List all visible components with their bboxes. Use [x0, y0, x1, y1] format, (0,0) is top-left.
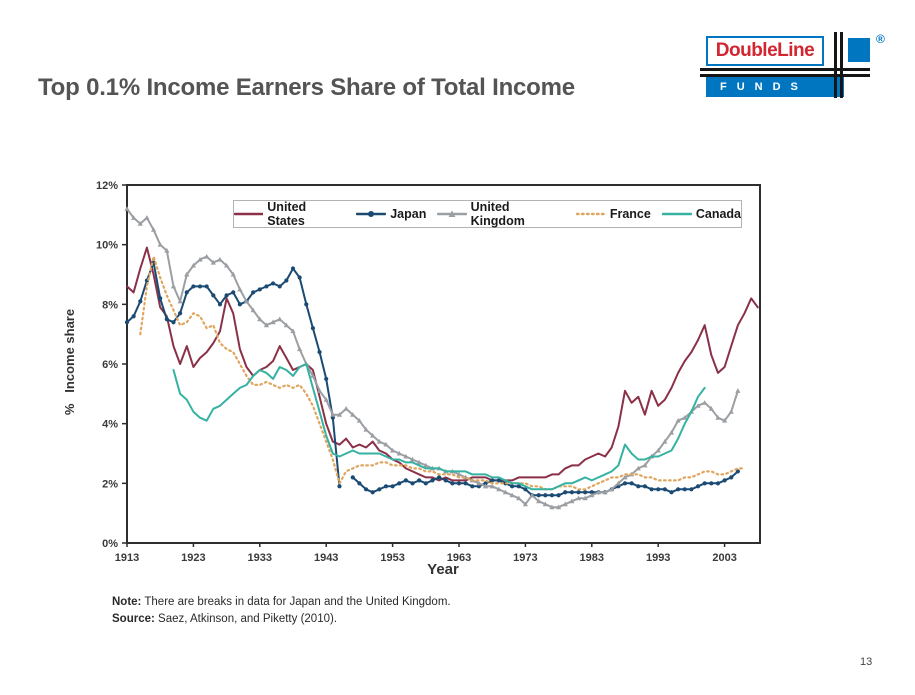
marker-japan [450, 481, 454, 485]
marker-japan [457, 481, 461, 485]
logo-vertical-line-2 [840, 32, 843, 98]
legend-item-japan [356, 207, 426, 221]
marker-japan [643, 484, 647, 488]
marker-japan [291, 266, 295, 270]
marker-japan [729, 475, 733, 479]
logo-brand-text: DoubleLine [715, 40, 815, 61]
marker-japan [278, 284, 282, 288]
marker-japan [424, 481, 428, 485]
legend-swatch-japan [356, 208, 386, 220]
marker-japan [397, 481, 401, 485]
chart-footnotes [112, 594, 451, 627]
note-line [112, 594, 451, 611]
doubleline-logo [700, 24, 900, 102]
marker-japan [138, 299, 142, 303]
x-tick-label: 1963 [446, 552, 472, 564]
y-tick-label: 4% [102, 418, 118, 431]
marker-japan [444, 478, 448, 482]
marker-japan [543, 493, 547, 497]
y-tick-label: 0% [102, 538, 118, 550]
marker-japan [391, 484, 395, 488]
source-text: Saez, Atkinson, and Piketty (2010). [154, 612, 338, 625]
marker-japan [663, 487, 667, 491]
marker-japan [377, 487, 381, 491]
marker-japan [490, 478, 494, 482]
marker-japan [669, 490, 673, 494]
logo-vertical-line-1 [834, 32, 837, 98]
marker-japan [191, 284, 195, 288]
legend-label-united-states: United States [267, 200, 307, 228]
source-label: Source: [112, 612, 155, 625]
marker-japan [630, 481, 634, 485]
marker-united-kingdom [702, 400, 707, 405]
legend-swatch-france [576, 208, 606, 220]
marker-japan [258, 287, 262, 291]
marker-japan [417, 478, 421, 482]
y-axis-title: % Income share [62, 308, 77, 416]
marker-japan [709, 481, 713, 485]
marker-japan [271, 281, 275, 285]
marker-united-kingdom [217, 257, 222, 262]
series-line-japan [127, 263, 340, 487]
marker-japan [623, 481, 627, 485]
marker-japan [337, 484, 341, 488]
marker-japan [198, 284, 202, 288]
marker-japan [311, 326, 315, 330]
y-tick-label: 10% [95, 239, 118, 252]
marker-japan [238, 302, 242, 306]
marker-united-kingdom [344, 406, 349, 411]
chart-legend [233, 200, 742, 228]
marker-japan [158, 296, 162, 300]
x-tick-label: 1933 [247, 552, 273, 564]
marker-japan [537, 493, 541, 497]
marker-japan [205, 284, 209, 288]
marker-japan [437, 475, 441, 479]
marker-japan [218, 302, 222, 306]
y-tick-label: 8% [102, 299, 118, 312]
marker-united-kingdom [204, 254, 209, 259]
marker-japan [351, 475, 355, 479]
marker-japan [470, 484, 474, 488]
page-number: 13 [860, 656, 873, 668]
marker-japan [251, 290, 255, 294]
x-axis-title: Year [427, 561, 459, 578]
marker-japan [231, 290, 235, 294]
marker-japan [550, 493, 554, 497]
x-tick-label: 1943 [313, 552, 339, 564]
marker-japan [723, 478, 727, 482]
legend-item-canada [662, 207, 741, 221]
marker-japan [689, 487, 693, 491]
marker-japan [371, 490, 375, 494]
marker-japan [284, 278, 288, 282]
marker-japan [357, 481, 361, 485]
marker-japan [649, 487, 653, 491]
marker-japan [165, 317, 169, 321]
x-tick-label: 1923 [181, 552, 206, 564]
x-tick-label: 1993 [645, 552, 671, 564]
source-line [112, 611, 451, 628]
marker-japan [384, 484, 388, 488]
marker-united-kingdom [729, 409, 734, 414]
marker-japan [464, 481, 468, 485]
marker-united-kingdom [171, 284, 176, 289]
page-title: Top 0.1% Income Earners Share of Total Income [38, 74, 575, 101]
note-text: There are breaks in data for Japan and the United Kingdom. [141, 596, 451, 608]
x-tick-label: 1913 [114, 552, 140, 564]
marker-japan [576, 490, 580, 494]
legend-swatch-canada [662, 208, 692, 220]
registered-trademark-icon: ® [876, 32, 885, 46]
marker-japan [510, 484, 514, 488]
marker-japan [696, 484, 700, 488]
series-line-canada [174, 364, 705, 489]
marker-japan [404, 478, 408, 482]
x-tick-label: 1953 [380, 552, 405, 564]
y-tick-label: 6% [102, 359, 118, 371]
logo-horizontal-line-1 [700, 68, 870, 71]
marker-japan [298, 275, 302, 279]
marker-united-kingdom [277, 317, 282, 322]
series-line-united-kingdom [127, 209, 738, 507]
marker-japan [178, 311, 182, 315]
marker-japan [563, 490, 567, 494]
marker-japan [716, 481, 720, 485]
marker-japan [185, 290, 189, 294]
y-tick-label: 12% [95, 180, 118, 192]
marker-united-kingdom [124, 206, 129, 211]
legend-label-canada: Canada [695, 207, 741, 221]
series-line-united-states [127, 248, 758, 481]
legend-label-japan: Japan [390, 207, 427, 221]
marker-japan [304, 302, 308, 306]
logo-funds-bar: FUNDS [706, 77, 844, 97]
marker-japan [324, 377, 328, 381]
legend-label-united-kingdom: United Kingdom [470, 200, 525, 228]
income-share-chart [50, 168, 820, 588]
note-label: Note: [112, 596, 142, 608]
marker-united-kingdom [735, 388, 740, 393]
marker-japan [125, 320, 129, 324]
marker-japan [410, 481, 414, 485]
x-tick-label: 1973 [513, 552, 538, 564]
marker-japan [683, 487, 687, 491]
marker-japan [583, 490, 587, 494]
legend-label-france: France [609, 207, 651, 221]
marker-japan [211, 293, 215, 297]
marker-japan [636, 484, 640, 488]
marker-japan [430, 478, 434, 482]
marker-japan [656, 487, 660, 491]
x-tick-label: 1983 [579, 552, 605, 564]
marker-japan [132, 314, 136, 318]
marker-united-kingdom [144, 215, 149, 220]
marker-japan [703, 481, 707, 485]
logo-blue-square [848, 38, 870, 62]
legend-item-france [576, 207, 651, 221]
legend-swatch-united-states [234, 208, 263, 220]
marker-japan [264, 284, 268, 288]
legend-swatch-united-kingdom [437, 208, 466, 220]
marker-japan [225, 293, 229, 297]
marker-japan [317, 350, 321, 354]
legend-item-united-kingdom [437, 200, 564, 228]
y-tick-label: 2% [102, 478, 118, 491]
marker-japan [364, 487, 368, 491]
legend-item-united-states [234, 200, 345, 228]
marker-japan [557, 493, 561, 497]
x-tick-label: 2003 [712, 552, 737, 564]
marker-japan [171, 320, 175, 324]
marker-japan [676, 487, 680, 491]
logo-brand-box [706, 36, 824, 66]
marker-japan [570, 490, 574, 494]
